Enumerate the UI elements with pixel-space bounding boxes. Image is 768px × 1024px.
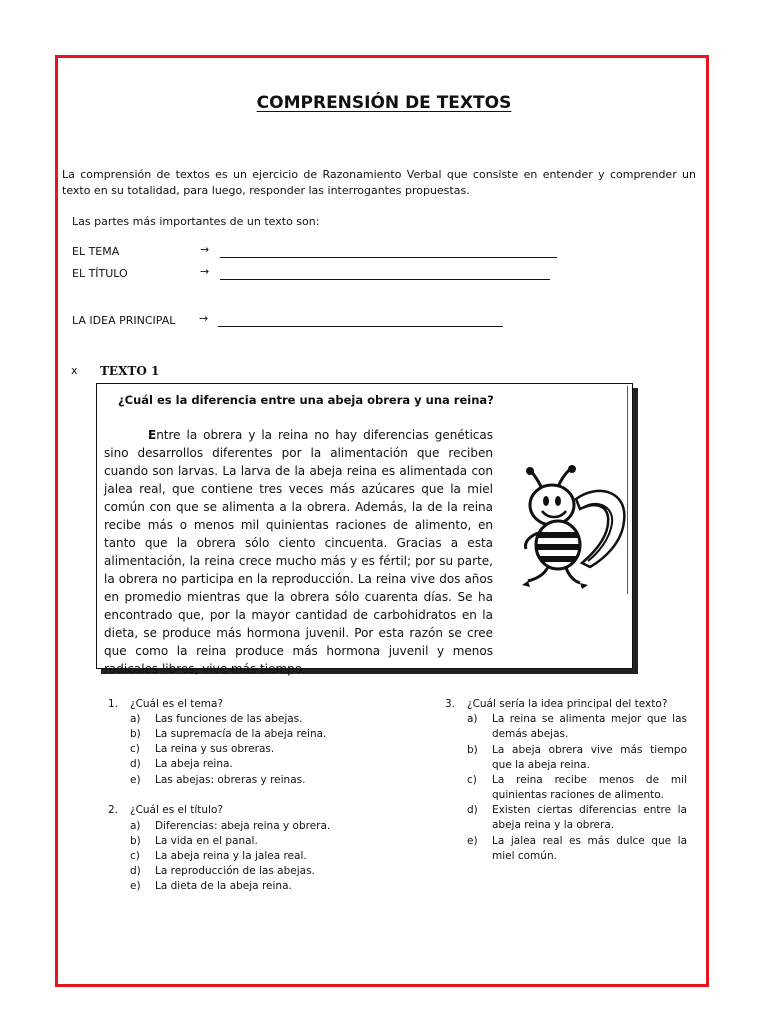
option-letter: d) [130,758,141,770]
question-3-text: ¿Cuál sería la idea principal del texto? [467,698,668,710]
option-letter: c) [467,774,477,786]
option-text[interactable]: La reina y sus obreras. [155,743,275,755]
question-2-text: ¿Cuál es el título? [130,804,223,816]
option-letter: e) [130,880,141,892]
arrow-icon: → [200,265,210,278]
bee-icon [518,463,630,597]
option-text[interactable]: La abeja obrera vive más tiempo que la abeja reina. [492,744,687,771]
option-letter: c) [130,743,140,755]
answer-line-idea[interactable] [218,326,503,327]
part-label-titulo: EL TÍTULO [72,267,128,280]
option-text[interactable]: La jalea real es más dulce que la miel común. [492,835,687,862]
option-letter: b) [130,835,141,847]
part-label-tema: EL TEMA [72,245,120,258]
texto-label: TEXTO 1 [100,364,160,378]
option-letter: a) [130,820,141,832]
option-letter: b) [467,744,478,756]
option-text[interactable]: La abeja reina. [155,758,233,770]
option-letter: c) [130,850,140,862]
text-question: ¿Cuál es la diferencia entre una abeja obrera y una reina? [118,393,494,407]
option-letter: e) [130,774,141,786]
arrow-icon: → [199,312,209,325]
question-2-number: 2. [108,804,119,816]
question-1-text: ¿Cuál es el tema? [130,698,224,710]
text-paragraph [104,426,493,678]
option-letter: d) [130,865,141,877]
option-letter: a) [130,713,141,725]
drop-letter: E [148,428,157,442]
page-title: COMPRENSIÓN DE TEXTOS [256,93,512,113]
option-text[interactable]: Las funciones de las abejas. [155,713,303,725]
option-text[interactable]: La abeja reina y la jalea real. [155,850,307,862]
option-text[interactable]: La dieta de la abeja reina. [155,880,292,892]
option-text[interactable]: La supremacía de la abeja reina. [155,728,327,740]
answer-line-titulo[interactable] [220,279,550,280]
option-text[interactable]: La vida en el panal. [155,835,258,847]
option-text[interactable]: Existen ciertas diferencias entre la abeja reina y la obrera. [492,804,687,831]
arrow-icon: → [200,243,210,256]
option-text[interactable]: La reproducción de las abejas. [155,865,315,877]
option-text[interactable]: La reina recibe menos de mil quinientas raciones de alimento. [492,774,687,801]
option-letter: e) [467,835,478,847]
bullet-icon: x [71,364,78,377]
question-1-number: 1. [108,698,119,710]
question-3-number: 3. [445,698,456,710]
paragraph-body: ntre la obrera y la reina no hay diferencias genéticas sino desarrollos diferentes por la alimentación que reciben cuando son larvas. La larva de la abeja reina es alimentada con jalea real, que contiene tres veces más azúcares que la miel común con que se alimenta a la obrera. Además, la de la reina recibe más o menos mil quinientas raciones de alimento, en tanto que la obrera sólo ciento cincuenta. Gracias a esta alimentación, la reina crece mucho más y es fértil; por su parte, la obrera no participa en la reproducción. La reina vive dos años en promedio mientras que la obrera sólo cuarenta días. Se ha encontrado que, por la mayor cantidad de carbohidratos en la dieta, se produce más hormona juvenil. Por esta razón se cree que como la reina produce más hormona juvenil y menos radicales libres, vive más tiempo. [104,428,493,676]
answer-line-tema[interactable] [220,257,557,258]
option-text[interactable]: Diferencias: abeja reina y obrera. [155,820,331,832]
option-letter: d) [467,804,478,816]
parts-heading: Las partes más importantes de un texto son: [72,215,320,228]
option-text[interactable]: La reina se alimenta mejor que las demás abejas. [492,713,687,740]
intro-paragraph: La comprensión de textos es un ejercicio de Razonamiento Verbal que consiste en entender y comprender un texto en su totalidad, para luego, responder las interrogantes propuestas. [62,168,696,197]
option-letter: a) [467,713,478,725]
option-letter: b) [130,728,141,740]
part-label-idea: LA IDEA PRINCIPAL [72,314,176,327]
option-text[interactable]: Las abejas: obreras y reinas. [155,774,306,786]
